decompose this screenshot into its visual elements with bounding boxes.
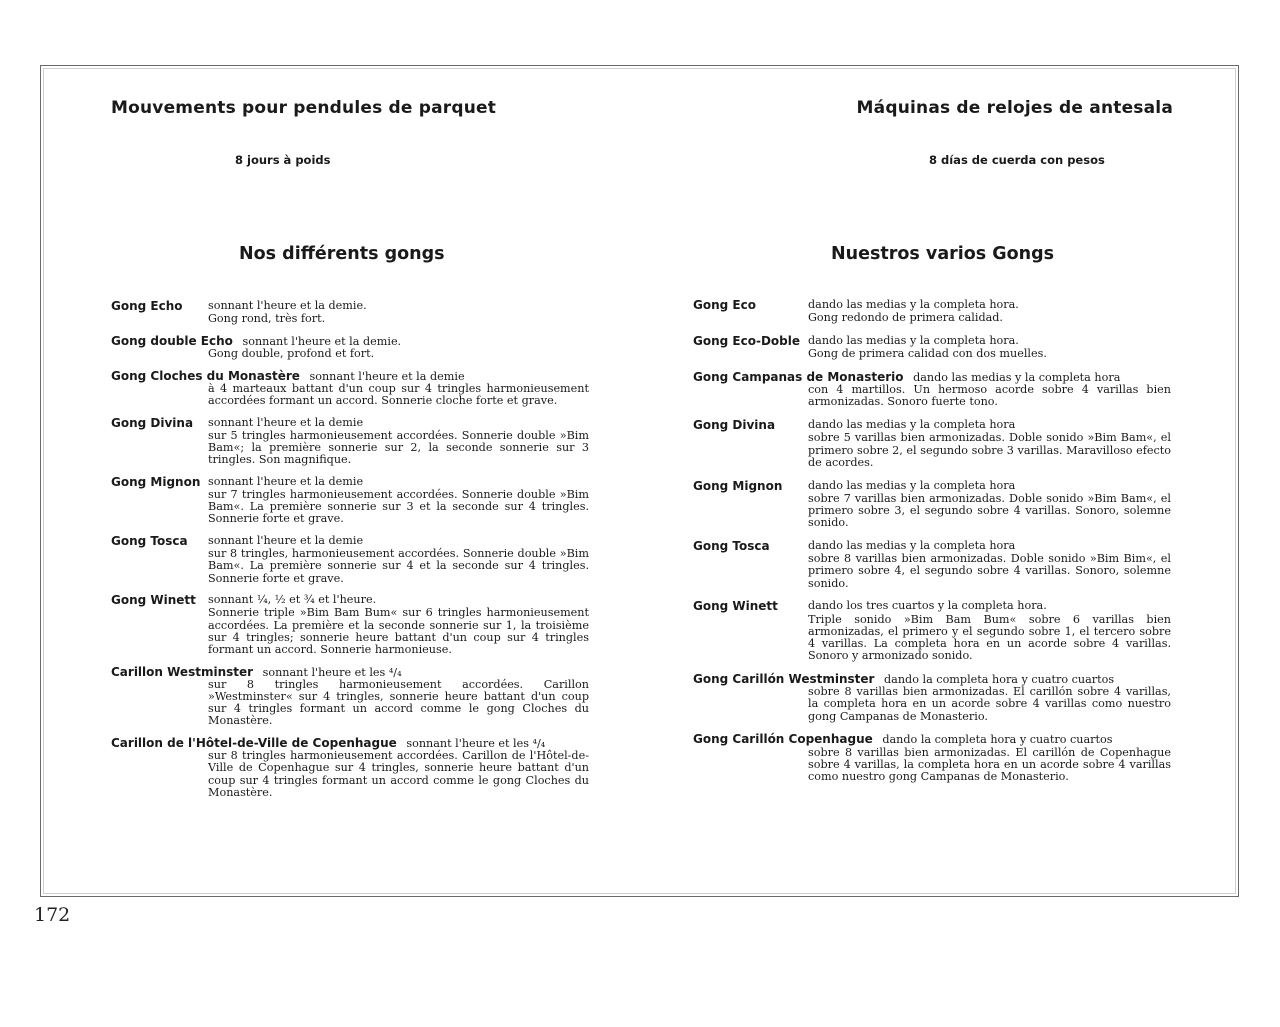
entry-body: sobre 8 varillas bien armonizadas. El carillón sobre 4 varillas, la completa hora en un acorde sobre 4 varillas como nuestro gong Campanas de Monasterio. bbox=[808, 685, 1171, 723]
entry-name: Gong Carillón Westminster bbox=[693, 672, 875, 687]
entry-name: Gong Carillón Copenhague bbox=[693, 732, 873, 747]
entry-name: Gong Divina bbox=[111, 415, 194, 430]
french-section-title: Nos différents gongs bbox=[239, 244, 445, 264]
spanish-subtitle: 8 días de cuerda con pesos bbox=[929, 153, 1105, 167]
entry-body: Gong de primera calidad con dos muelles. bbox=[808, 347, 1047, 361]
entry-line1: dando las medias y la completa hora bbox=[808, 539, 1016, 553]
entry-body: sur 7 tringles harmonieusement accordées. Sonnerie double »Bim Bam«. La première sonnerie sur 3 et la seconde sur 4 tringles. Sonnerie forte et grave. bbox=[208, 488, 589, 526]
entry-body: Sonnerie triple »Bim Bam Bum« sur 6 tringles harmonieusement accordées. La première et la seconde sonnerie sur 1, la troisième sur 4 tringles; sonnerie heure battant d'un coup sur 4 tringles formant un accord. Sonnerie harmonieuse. bbox=[208, 606, 589, 657]
entry-name: Gong Campanas de Monasterio bbox=[693, 370, 904, 384]
entry-name: Gong Eco bbox=[693, 298, 756, 312]
list-item bbox=[111, 300, 589, 325]
entry-line1: sonnant l'heure et la demie. bbox=[242, 334, 402, 348]
list-item bbox=[111, 535, 589, 585]
french-title: Mouvements pour pendules de parquet bbox=[111, 98, 497, 118]
entry-name: Gong Tosca bbox=[693, 539, 770, 554]
entry-line1: sonnant l'heure et la demie bbox=[208, 415, 364, 429]
entry-name: Gong Mignon bbox=[111, 474, 201, 489]
entry-body: sur 8 tringles harmonieusement accordées. Carillon »Westminster« sur 4 tringles, sonnerie heure battant d'un coup sur 4 tringles formant un accord comme le gong Cloches du Monastère. bbox=[208, 677, 589, 728]
page-frame bbox=[40, 65, 1239, 897]
entry-line1: sonnant l'heure et la demie bbox=[208, 474, 364, 488]
entry-line1: sonnant l'heure et la demie. bbox=[208, 299, 367, 312]
entry-name: Carillon Westminster bbox=[111, 664, 254, 679]
entry-line1: sonnant l'heure et la demie bbox=[309, 369, 465, 383]
entry-line1: dando los tres cuartos y la completa hora. bbox=[808, 599, 1047, 613]
entry-line1: dando la completa hora y cuatro cuartos bbox=[884, 673, 1115, 687]
entry-body: sur 8 tringles, harmonieusement accordées. Sonnerie double »Bim Bam«. La première sonnerie sur 4 et la seconde sur 4 tringles. Sonnerie forte et grave. bbox=[208, 547, 589, 585]
list-item bbox=[111, 335, 589, 360]
spanish-entries bbox=[693, 299, 1171, 794]
list-item bbox=[693, 299, 1171, 324]
entry-line1: dando las medias y la completa hora bbox=[913, 371, 1121, 384]
entry-name: Gong Mignon bbox=[693, 478, 783, 493]
spanish-section-title: Nuestros varios Gongs bbox=[831, 244, 1055, 264]
entry-body: sur 5 tringles harmonieusement accordées. Sonnerie double »Bim Bam«; la première sonnerie sur 2, la seconde sonnerie sur 3 tringles. Son magnifique. bbox=[208, 428, 589, 467]
list-item bbox=[693, 600, 1171, 662]
entry-line1: sonnant l'heure et les ⁴/₄ bbox=[406, 737, 546, 751]
page-number: 172 bbox=[34, 904, 71, 926]
entry-body: sobre 8 varillas bien armonizadas. El carillón de Copenhague sobre 4 varillas, la completa hora en un acorde sobre 4 varillas como nuestro gong Campanas de Monasterio. bbox=[808, 745, 1171, 784]
entry-body: sobre 8 varillas bien armonizadas. Doble sonido »Bim Bim«, el primero sobre 4, el segundo sobre 4 varillas. Sonoro, solemne sonido. bbox=[808, 552, 1171, 590]
french-entries bbox=[111, 300, 589, 808]
spanish-title: Máquinas de relojes de antesala bbox=[856, 98, 1173, 118]
entry-line1: dando las medias y la completa hora bbox=[808, 478, 1016, 492]
list-item bbox=[111, 476, 589, 526]
list-item bbox=[111, 370, 589, 408]
entry-name: Gong Echo bbox=[111, 299, 183, 313]
list-item bbox=[693, 540, 1171, 590]
french-subtitle: 8 jours à poids bbox=[235, 153, 331, 167]
entry-body: sobre 5 varillas bien armonizadas. Doble sonido »Bim Bam«, el primero sobre 2, el segundo sobre 3 varillas. Maravilloso efecto de acordes. bbox=[808, 431, 1171, 469]
entry-body: à 4 marteaux battant d'un coup sur 4 tringles harmonieusement accordées formant un accord. Sonnerie cloche forte et grave. bbox=[208, 381, 589, 407]
entry-line1: dando las medias y la completa hora. bbox=[808, 334, 1019, 347]
list-item bbox=[111, 666, 589, 728]
list-item bbox=[693, 335, 1171, 360]
entry-body: sobre 7 varillas bien armonizadas. Doble sonido »Bim Bam«, el primero sobre 3, el segundo sobre 4 varillas. Sonoro, solemne sonido. bbox=[808, 491, 1171, 530]
entry-line1: sonnant ¼, ½ et ¾ et l'heure. bbox=[208, 593, 377, 607]
entry-name: Gong Divina bbox=[693, 418, 776, 433]
entry-name: Gong Winett bbox=[111, 593, 196, 608]
list-item bbox=[693, 673, 1171, 723]
entry-name: Gong Eco-Doble bbox=[693, 334, 800, 348]
entry-name: Gong Cloches du Monastère bbox=[111, 368, 300, 383]
entry-name: Carillon de l'Hôtel-de-Ville de Copenhague bbox=[111, 736, 397, 751]
entry-body: Triple sonido »Bim Bam Bum« sobre 6 varillas bien armonizadas, el primero y el segundo sobre 1, el tercero sobre 4 varillas. La completa hora en un acorde sobre 4 varillas. Sonoro y armonizado sonido. bbox=[808, 612, 1171, 663]
list-item bbox=[693, 371, 1171, 409]
entry-line1: dando la completa hora y cuatro cuartos bbox=[882, 733, 1113, 747]
entry-name: Gong Tosca bbox=[111, 534, 188, 548]
list-item bbox=[111, 417, 589, 467]
entry-body: Gong rond, très fort. bbox=[208, 312, 326, 326]
entry-name: Gong double Echo bbox=[111, 333, 233, 348]
entry-line1: dando las medias y la completa hora bbox=[808, 418, 1016, 432]
entry-line1: sonnant l'heure et les ⁴/₄ bbox=[262, 665, 402, 679]
entry-line1: dando las medias y la completa hora. bbox=[808, 298, 1019, 311]
list-item bbox=[693, 480, 1171, 530]
list-item bbox=[111, 594, 589, 656]
entry-body: sur 8 tringles harmonieusement accordées. Carillon de l'Hôtel-de-Ville de Copenhague sur 4 tringles, sonnerie heure battant d'un coup sur 4 tringles formant un accord comme le gong Cloches du Monastère. bbox=[208, 749, 589, 799]
list-item bbox=[693, 419, 1171, 469]
entry-line1: sonnant l'heure et la demie bbox=[208, 534, 364, 547]
entry-name: Gong Winett bbox=[693, 599, 778, 614]
entry-body: Gong double, profond et fort. bbox=[208, 347, 375, 360]
entry-body: Gong redondo de primera calidad. bbox=[808, 311, 1003, 325]
list-item bbox=[111, 737, 589, 799]
entry-body: con 4 martillos. Un hermoso acorde sobre 4 varillas bien armonizadas. Sonoro fuerte tono. bbox=[808, 383, 1171, 409]
list-item bbox=[693, 733, 1171, 783]
